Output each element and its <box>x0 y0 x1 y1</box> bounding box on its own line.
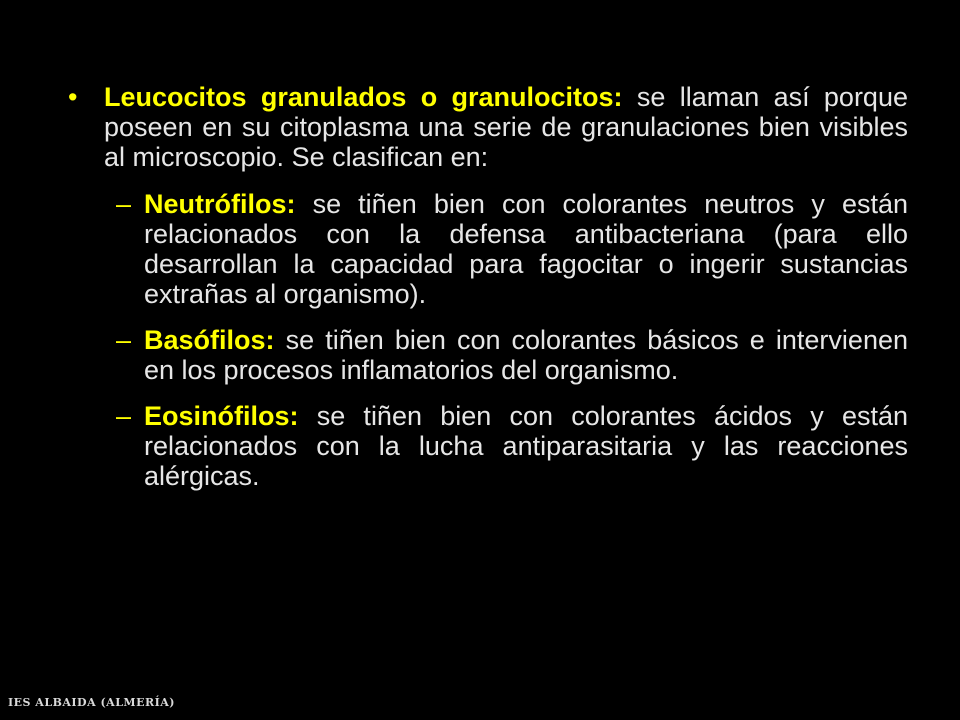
main-bullet-term: Leucocitos granulados o granulocitos: <box>104 82 623 112</box>
footer-label: IES ALBAIDA (ALMERÍA) <box>8 696 176 709</box>
sub-item-text <box>144 401 908 491</box>
slide-content <box>68 82 908 507</box>
sub-item-description: se tiñen bien con colorantes neutros y están relacionados con la defensa antibacteriana (para ello desarrollan la capacidad para fagocitar o ingerir sustancias extrañas al organismo). <box>144 189 908 309</box>
dash-marker: – <box>116 189 132 219</box>
sub-item-eosinofilos <box>116 401 908 491</box>
sub-item-term: Neutrófilos: <box>144 189 296 219</box>
main-bullet <box>68 82 908 172</box>
sub-item-neutrofilos <box>116 189 908 309</box>
bullet-marker: • <box>68 82 78 112</box>
dash-marker: – <box>116 325 132 355</box>
sub-item-description: se tiñen bien con colorantes ácidos y están relacionados con la lucha antiparasitaria y las reacciones alérgicas. <box>144 401 908 491</box>
sub-list <box>68 189 908 491</box>
sub-item-text <box>144 189 908 309</box>
main-bullet-description: se llaman así porque poseen en su citoplasma una serie de granulaciones bien visibles al microscopio. Se clasifican en: <box>104 82 908 172</box>
dash-marker: – <box>116 401 132 431</box>
sub-item-text <box>144 325 908 385</box>
main-bullet-text <box>104 82 908 172</box>
sub-item-basofilos <box>116 325 908 385</box>
sub-item-term: Eosinófilos: <box>144 401 299 431</box>
sub-item-description: se tiñen bien con colorantes básicos e intervienen en los procesos inflamatorios del organismo. <box>144 325 908 385</box>
sub-item-term: Basófilos: <box>144 325 275 355</box>
